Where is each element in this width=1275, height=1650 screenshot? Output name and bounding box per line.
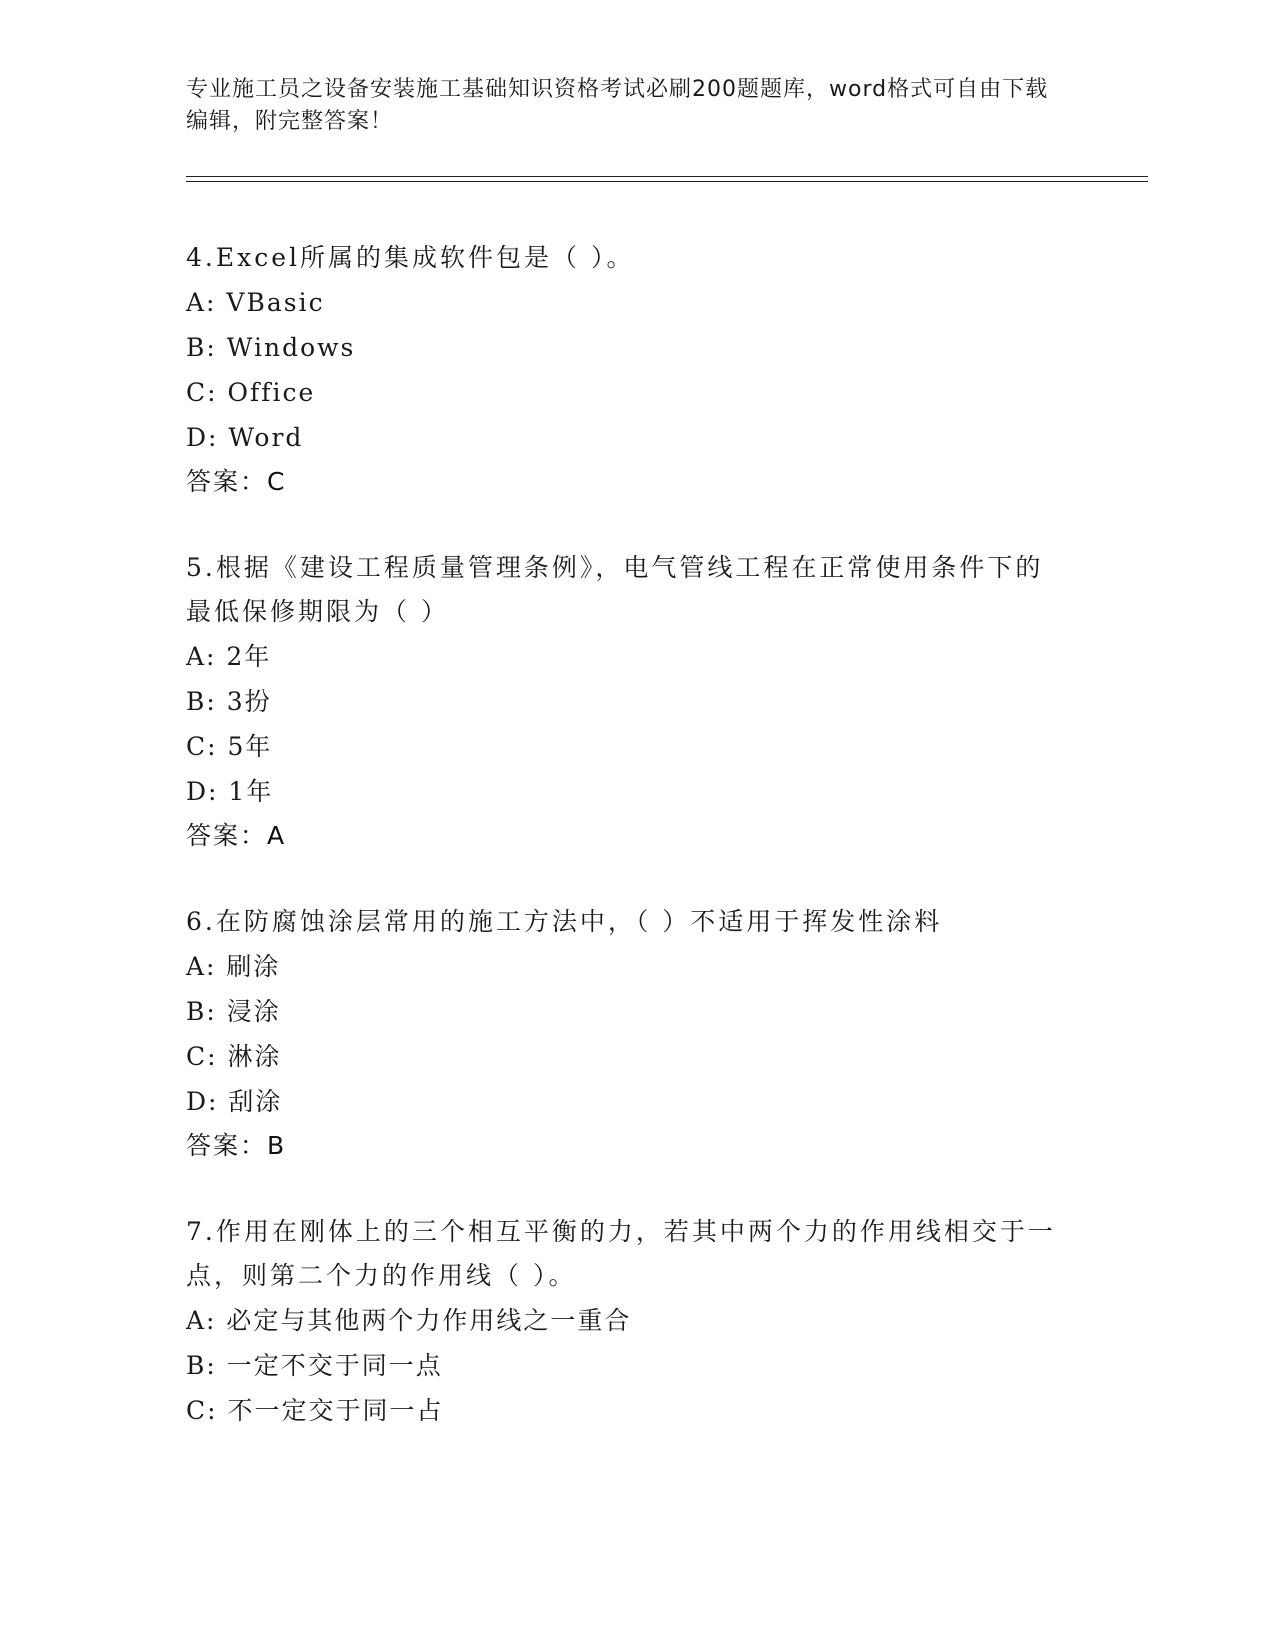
option-b: B: 3扮	[186, 687, 272, 716]
option-c: C: 不一定交于同一占	[186, 1396, 444, 1425]
option-a: A: VBasic	[186, 288, 325, 317]
option-d: D: Word	[186, 423, 304, 452]
question-6	[186, 900, 1066, 1168]
option-b: B: 一定不交于同一点	[186, 1351, 443, 1380]
option-a: A: 刷涂	[186, 952, 281, 981]
option-d: D: 刮涂	[186, 1087, 283, 1116]
option-b: B: Windows	[186, 333, 356, 362]
question-text: 7.作用在刚体上的三个相互平衡的力，若其中两个力的作用线相交于一点，则第二个力的作用线（ ）。	[186, 1217, 1056, 1290]
question-4	[186, 236, 1066, 504]
question-text: 4.Excel所属的集成软件包是（ ）。	[186, 243, 635, 272]
question-list	[186, 236, 1066, 1475]
option-c: C: 5年	[186, 732, 273, 761]
document-header: 专业施工员之设备安装施工基础知识资格考试必刷200题题库，word格式可自由下载编辑，附完整答案！	[186, 77, 1049, 134]
question-text: 5.根据《建设工程质量管理条例》，电气管线工程在正常使用条件下的最低保修期限为（ ）	[186, 553, 1044, 626]
answer: 答案：B	[186, 1131, 287, 1160]
question-text: 6.在防腐蚀涂层常用的施工方法中，（ ）不适用于挥发性涂料	[186, 907, 943, 936]
answer: 答案：C	[186, 467, 287, 496]
option-c: C: 淋涂	[186, 1042, 282, 1071]
option-a: A: 必定与其他两个力作用线之一重合	[186, 1306, 632, 1335]
header-divider-bottom	[186, 181, 1148, 182]
answer: 答案：A	[186, 821, 287, 850]
question-5	[186, 546, 1066, 858]
header-divider-top	[186, 176, 1148, 177]
option-b: B: 浸涂	[186, 997, 281, 1026]
option-a: A: 2年	[186, 642, 272, 671]
option-c: C: Office	[186, 378, 316, 407]
option-d: D: 1年	[186, 777, 274, 806]
question-7	[186, 1210, 1066, 1433]
